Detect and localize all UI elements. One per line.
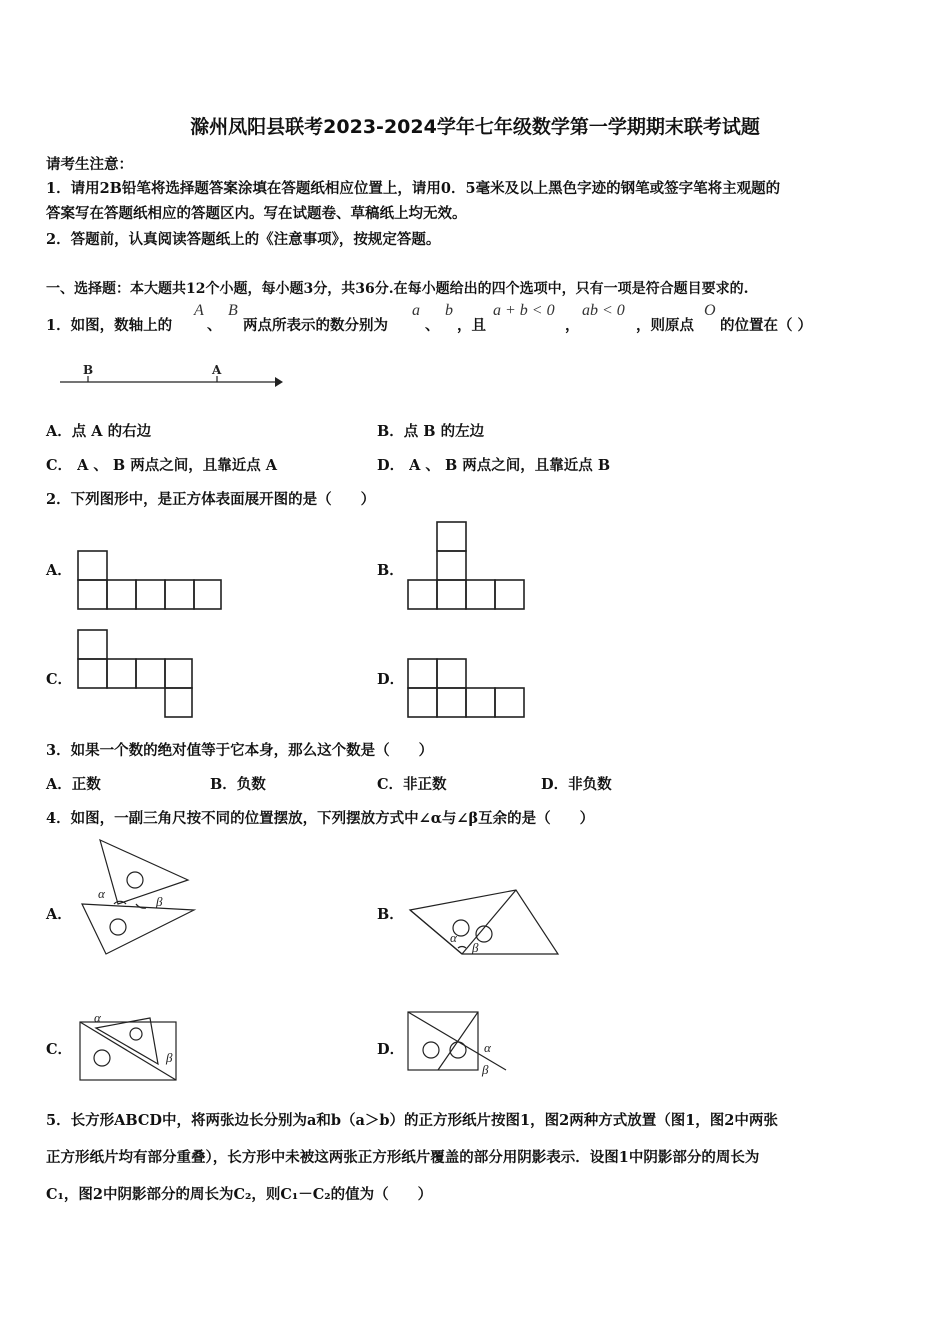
q3-option-b[interactable]: B．负数 xyxy=(210,776,266,793)
q4-figure-c xyxy=(78,1006,198,1086)
q1-option-b[interactable]: B．点 B 的左边 xyxy=(377,423,485,440)
q4c-alpha-label: α xyxy=(94,1010,101,1025)
number-line-arrow xyxy=(275,377,283,387)
q4c-beta-label: β xyxy=(166,1050,173,1065)
q4-label-b[interactable]: B． xyxy=(377,906,404,923)
q4b-beta-label: β xyxy=(472,940,479,955)
q4-label-c[interactable]: C． xyxy=(46,1041,73,1058)
q1-point-a: A xyxy=(194,302,204,319)
q1-stem-part3: ，且 xyxy=(457,317,486,334)
q1-condition-sum: a + b < 0 xyxy=(493,302,555,319)
axis-label-a: A xyxy=(212,363,222,377)
axis-label-b: B xyxy=(83,363,94,377)
q1-origin-o: O xyxy=(704,302,716,319)
q4b-alpha-label: α xyxy=(450,930,457,945)
q2-net-a xyxy=(76,549,226,611)
notice-heading: 请考生注意： xyxy=(46,156,133,173)
q4-figure-d xyxy=(406,1008,516,1078)
q1-option-c[interactable]: C． A 、 B 两点之间，且靠近点 A xyxy=(46,457,278,474)
q1-stem-part4: ，则原点 xyxy=(636,317,694,334)
q1-condition-product: ab < 0 xyxy=(582,302,625,319)
q1-var-b: b xyxy=(445,302,453,319)
notice-line-2: 2．答题前，认真阅读答题纸上的《注意事项》，按规定答题。 xyxy=(46,231,441,248)
q1-stem-part1: 1．如图，数轴上的 xyxy=(46,317,173,334)
q3-option-c[interactable]: C．非正数 xyxy=(377,776,447,793)
q3-option-a[interactable]: A．正数 xyxy=(46,776,101,793)
q2-label-a[interactable]: A． xyxy=(46,562,72,579)
notice-line-1b: 答案写在答题纸相应的答题区内。写在试题卷、草稿纸上均无效。 xyxy=(46,205,467,222)
q4d-beta-label: β xyxy=(482,1062,489,1077)
q1-sep3: ， xyxy=(565,317,580,334)
q1-option-a[interactable]: A．点 A 的右边 xyxy=(46,423,152,440)
notice-line-1: 1．请用2B铅笔将选择题答案涂填在答题纸相应位置上，请用0．5毫米及以上黑色字迹的钢笔或签字笔将主观题的 xyxy=(46,180,781,197)
q3-option-d[interactable]: D．非负数 xyxy=(541,776,612,793)
q4-label-a[interactable]: A． xyxy=(46,906,72,923)
q2-label-c[interactable]: C． xyxy=(46,671,73,688)
q3-stem: 3．如果一个数的绝对值等于它本身，那么这个数是（ ） xyxy=(46,742,434,759)
q4-stem: 4．如图，一副三角尺按不同的位置摆放，下列摆放方式中∠α与∠β互余的是（ ） xyxy=(46,810,595,827)
q1-number-line-figure xyxy=(55,360,295,400)
q1-point-b: B xyxy=(228,302,238,319)
q2-net-b xyxy=(406,520,528,612)
q1-stem-part2: 两点所表示的数分别为 xyxy=(243,317,388,334)
q5-line-1: 5．长方形ABCD中，将两张边长分别为a和b（a＞b）的正方形纸片按图1，图2两种方式放置（图1，图2中两张 xyxy=(46,1112,778,1129)
q5-line-3: C₁，图2中阴影部分的周长为C₂，则C₁－C₂的值为（ ） xyxy=(46,1186,433,1203)
q5-line-2: 正方形纸片均有部分重叠），长方形中未被这两张正方形纸片覆盖的部分用阴影表示．设图1中阴影部分的周长为 xyxy=(46,1149,760,1166)
q2-net-c xyxy=(76,628,198,720)
page-title: 滁州凤阳县联考2023-2024学年七年级数学第一学期期末联考试题 xyxy=(190,116,760,138)
q4-figure-b xyxy=(406,888,566,958)
section-heading: 一、选择题：本大题共12个小题，每小题3分，共36分.在每小题给出的四个选项中，只有一项是符合题目要求的. xyxy=(46,281,749,297)
q1-stem-part5: 的位置在（ ） xyxy=(720,317,813,334)
q1-var-a: a xyxy=(412,302,420,319)
q4a-beta-label: β xyxy=(156,894,163,909)
q4d-alpha-label: α xyxy=(484,1040,491,1055)
q2-label-b[interactable]: B． xyxy=(377,562,404,579)
q2-label-d[interactable]: D． xyxy=(377,671,405,688)
q2-net-d xyxy=(406,657,528,719)
q1-sep1: 、 xyxy=(207,317,222,334)
q4-figure-a xyxy=(78,838,198,958)
q1-option-d[interactable]: D． A 、 B 两点之间，且靠近点 B xyxy=(377,457,611,474)
q2-stem: 2．下列图形中，是正方体表面展开图的是（ ） xyxy=(46,491,376,508)
q1-sep2: 、 xyxy=(425,317,440,334)
q4-label-d[interactable]: D． xyxy=(377,1041,405,1058)
q4a-alpha-label: α xyxy=(98,886,105,901)
